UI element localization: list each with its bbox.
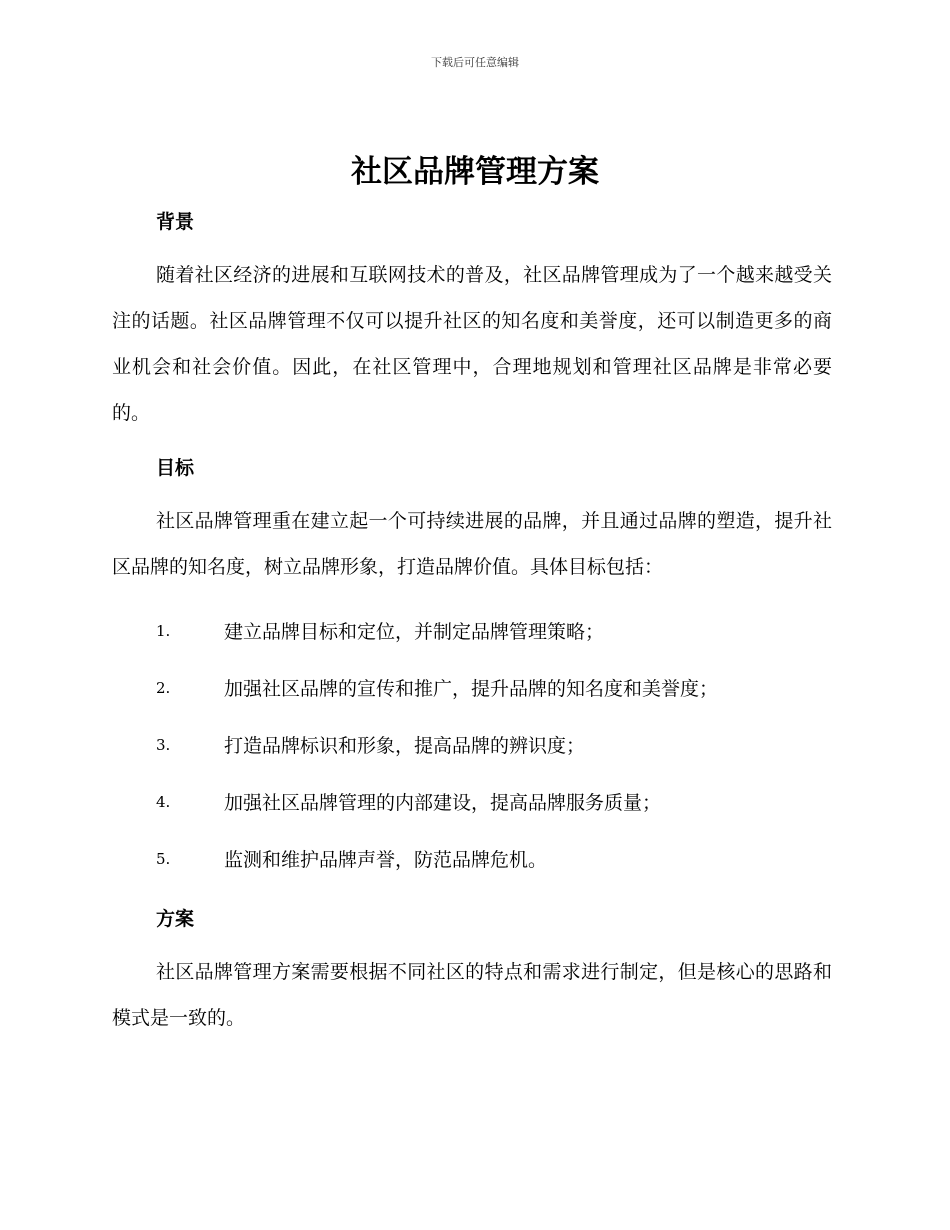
goal-item xyxy=(112,716,832,773)
goal-number: 3. xyxy=(156,735,171,754)
goal-item xyxy=(112,773,832,830)
goal-number: 1. xyxy=(156,621,171,640)
goals-paragraph: 社区品牌管理重在建立起一个可持续进展的品牌，并且通过品牌的塑造，提升社区品牌的知名度，树立品牌形象，打造品牌价值。具体目标包括： xyxy=(112,510,832,578)
goal-text: 监测和维护品牌声誉，防范品牌危机。 xyxy=(224,849,548,871)
goal-text: 建立品牌目标和定位，并制定品牌管理策略； xyxy=(224,621,605,643)
background-paragraph: 随着社区经济的进展和互联网技术的普及，社区品牌管理成为了一个越来越受关注的话题。社区品牌管理不仅可以提升社区的知名度和美誉度，还可以制造更多的商业机会和社会价值。因此，在社区管理中，合理地规划和管理社区品牌是非常必要的。 xyxy=(112,264,832,424)
goal-text: 加强社区品牌的宣传和推广，提升品牌的知名度和美誉度； xyxy=(224,678,719,700)
document-title: 社区品牌管理方案 xyxy=(351,154,599,190)
goal-number: 4. xyxy=(156,792,171,811)
goal-text: 打造品牌标识和形象，提高品牌的辨识度； xyxy=(224,735,586,757)
goal-item xyxy=(112,830,832,887)
goal-item xyxy=(112,659,832,716)
section-heading-background: 背景 xyxy=(156,211,195,233)
section-heading-plan: 方案 xyxy=(156,908,195,930)
goals-list xyxy=(112,602,832,887)
goal-number: 2. xyxy=(156,678,171,697)
running-header: 下载后可任意编辑 xyxy=(431,56,519,69)
plan-paragraph: 社区品牌管理方案需要根据不同社区的特点和需求进行制定，但是核心的思路和模式是一致的。 xyxy=(112,961,832,1029)
goal-number: 5. xyxy=(156,849,171,868)
goal-text: 加强社区品牌管理的内部建设，提高品牌服务质量； xyxy=(224,792,662,814)
section-heading-goals: 目标 xyxy=(156,457,195,479)
document-body xyxy=(112,204,832,1041)
goal-item xyxy=(112,602,832,659)
